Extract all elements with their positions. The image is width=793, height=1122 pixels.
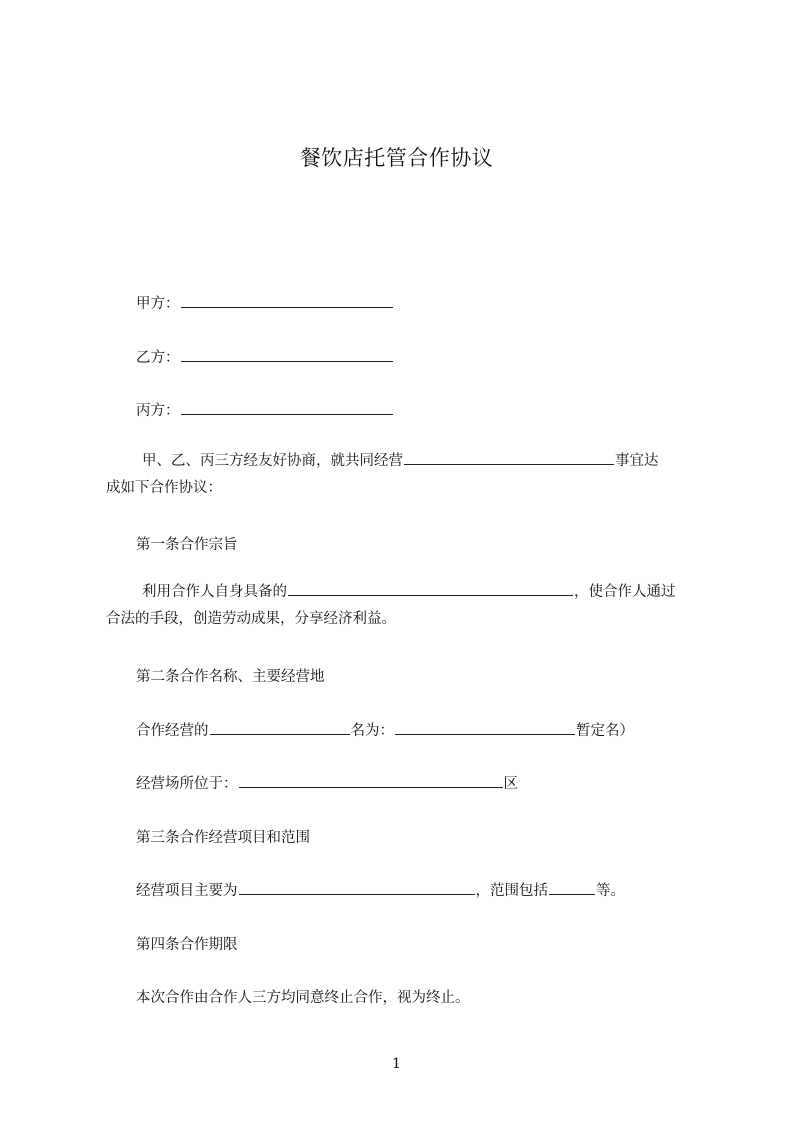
- article2-name-blank: [395, 720, 575, 735]
- article2-heading: 第二条合作名称、主要经营地: [136, 669, 325, 685]
- article1-paragraph: [106, 579, 706, 633]
- article3-label: 经营项目主要为: [136, 883, 238, 899]
- article3-line: [136, 879, 625, 900]
- article4-text: 本次合作由合作人三方均同意终止合作，视为终止。: [136, 990, 470, 1006]
- document-title: 餐饮店托管合作协议: [299, 146, 494, 170]
- intro-blank: [404, 450, 614, 465]
- article1-text-start: 利用合作人自身具备的: [142, 584, 287, 600]
- article3-end: 等。: [596, 883, 625, 899]
- intro-text-line2: 成如下合作协议：: [106, 480, 222, 496]
- article1-blank: [288, 581, 573, 596]
- article3-mid: ，范围包括: [475, 883, 548, 899]
- article2-place-label: 经营场所位于：: [136, 776, 238, 792]
- page-number: 1: [392, 1056, 401, 1072]
- party-a-label: 甲方：: [136, 296, 180, 312]
- party-b-blank: [181, 347, 393, 362]
- article1-heading: 第一条合作宗旨: [136, 537, 238, 553]
- article2-name-end: 暂定名）: [576, 723, 634, 739]
- article1-text-line2: 合法的手段，创造劳动成果，分享经济利益。: [106, 611, 396, 627]
- party-c-line: [136, 399, 394, 420]
- party-a-line: [136, 292, 394, 313]
- article4-heading: 第四条合作期限: [136, 937, 238, 953]
- party-b-line: [136, 346, 394, 367]
- party-a-blank: [181, 293, 393, 308]
- article2-place-end: 区: [503, 776, 518, 792]
- article3-scope-blank: [549, 880, 595, 895]
- article3-project-blank: [239, 880, 475, 895]
- article3-heading: 第三条合作经营项目和范围: [136, 830, 310, 846]
- article2-name-mid: 名为：: [350, 723, 394, 739]
- intro-paragraph: [106, 448, 706, 502]
- article1-text-end: ，使合作人通过: [574, 584, 676, 600]
- party-c-blank: [181, 400, 393, 415]
- intro-text-end: 事宜达: [615, 453, 659, 469]
- article2-name-line: [136, 719, 634, 740]
- article2-place-blank: [239, 773, 503, 788]
- party-c-label: 丙方：: [136, 403, 180, 419]
- article2-name-label: 合作经营的: [136, 723, 209, 739]
- intro-text-start: 甲、乙、丙三方经友好协商，就共同经营: [142, 453, 403, 469]
- party-b-label: 乙方：: [136, 350, 180, 366]
- article2-place-line: [136, 772, 518, 793]
- article2-type-blank: [210, 720, 350, 735]
